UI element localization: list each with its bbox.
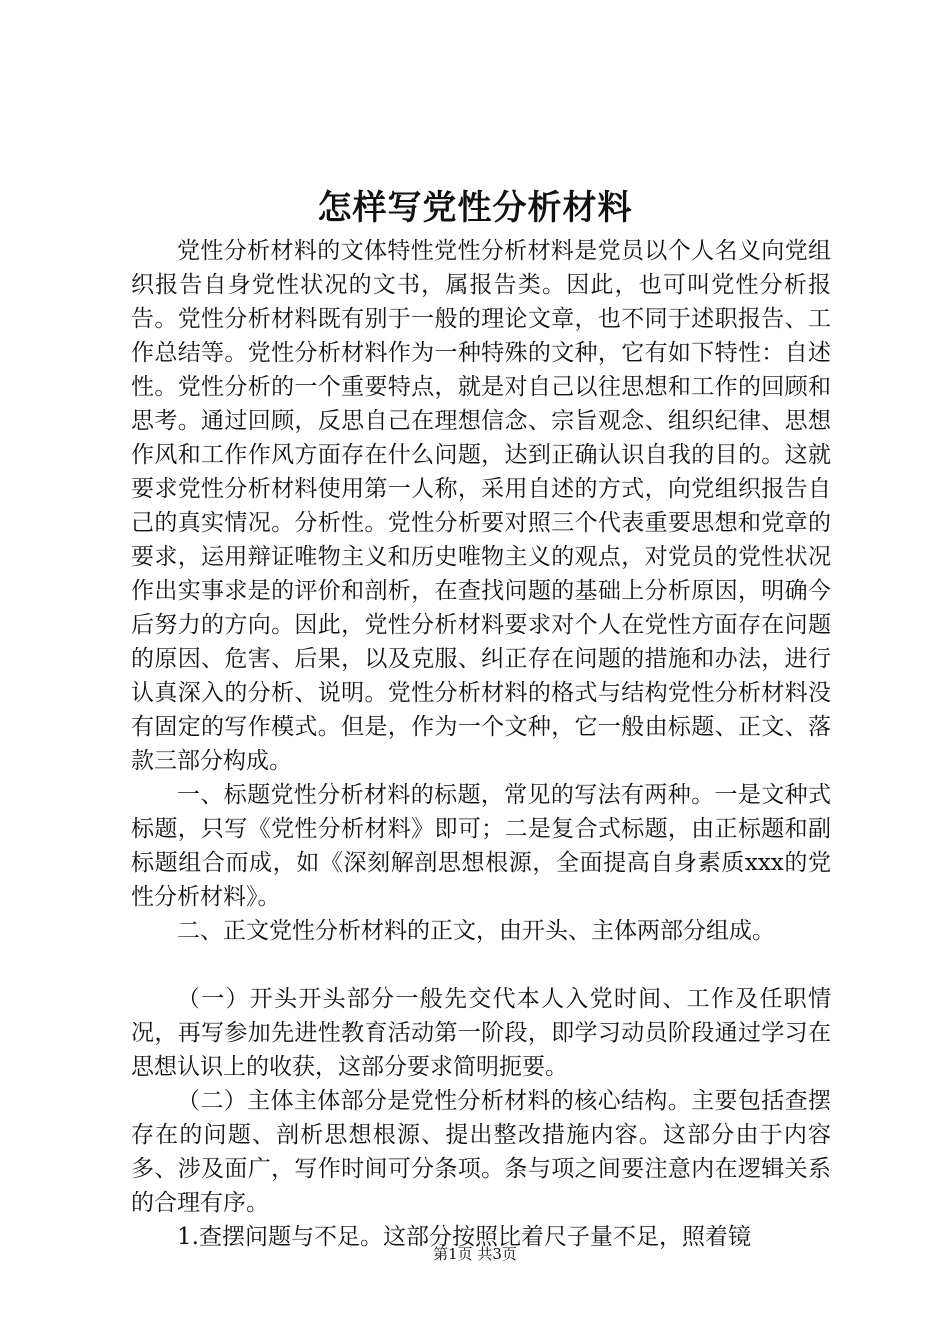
page-footer: 第1页 共3页 bbox=[433, 1245, 517, 1263]
paragraph: （一）开头开头部分一般先交代本人入党时间、工作及任职情况，再写参加先进性教育活动第一阶段，即学习动员阶段通过学习在思想认识上的收获，这部分要求简明扼要。 bbox=[131, 986, 831, 1080]
paragraph: （二）主体主体部分是党性分析材料的核心结构。主要包括查摆存在的问题、剖析思想根源、提出整改措施内容。这部分由于内容多、涉及面广，写作时间可分条项。条与项之间要注意内在逻辑关系的合理有序。 bbox=[131, 1088, 831, 1216]
paragraph: 1.查摆问题与不足。这部分按照比着尺子量不足，照着镜 bbox=[177, 1224, 751, 1250]
paragraph: 党性分析材料的文体特性党性分析材料是党员以个人名义向党组织报告自身党性状况的文书，属报告类。因此，也可叫党性分析报告。党性分析材料既有别于一般的理论文章，也不同于述职报告、工作总结等。党性分析材料作为一种特殊的文种，它有如下特性：自述性。党性分析的一个重要特点，就是对自己以往思想和工作的回顾和思考。通过回顾，反思自己在理想信念、宗旨观念、组织纪律、思想作风和工作作风方面存在什么问题，达到正确认识自我的目的。这就要求党性分析材料使用第一人称，采用自述的方式，向党组织报告自己的真实情况。分析性。党性分析要对照三个代表重要思想和党章的要求，运用辩证唯物主义和历史唯物主义的观点，对党员的党性状况作出实事求是的评价和剖析，在查找问题的基础上分析原因，明确今后努力的方向。因此，党性分析材料要求对个人在党性方面存在问题的原因、危害、后果，以及克服、纠正存在问题的措施和办法，进行认真深入的分析、说明。党性分析材料的格式与结构党性分析材料没有固定的写作模式。但是，作为一个文种，它一般由标题、正文、落款三部分构成。 bbox=[131, 238, 831, 774]
document-body bbox=[131, 234, 831, 1254]
document-title: 怎样写党性分析材料 bbox=[317, 188, 633, 228]
paragraph: 二、正文党性分析材料的正文，由开头、主体两部分组成。 bbox=[177, 918, 775, 944]
paragraph: 一、标题党性分析材料的标题，常见的写法有两种。一是文种式标题，只写《党性分析材料》即可；二是复合式标题，由正标题和副标题组合而成，如《深刻解剖思想根源，全面提高自身素质xxx的党性分析材料》。 bbox=[131, 782, 831, 910]
